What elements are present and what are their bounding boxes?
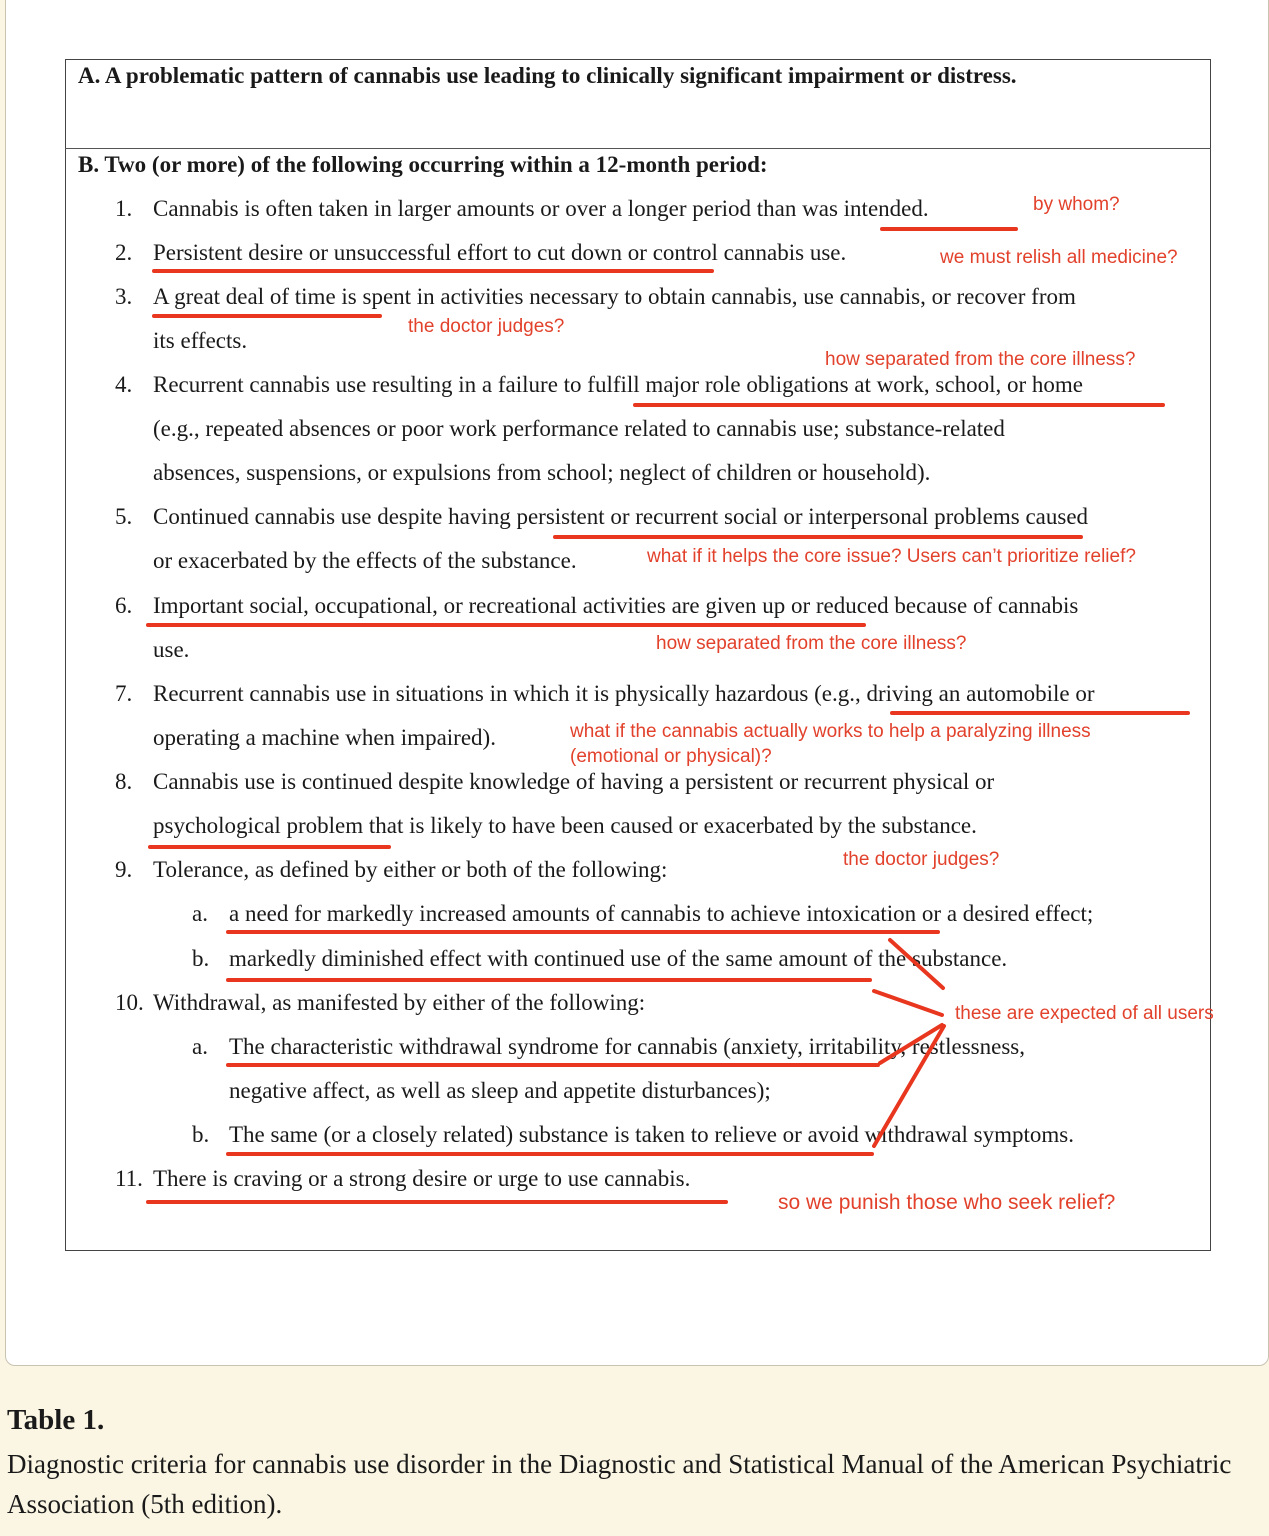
- criterion-item-6-cont: use.: [153, 637, 190, 662]
- criterion-item-6: Important social, occupational, or recreational activities are given up or reduced because of cannabis: [153, 593, 1079, 618]
- criterion-item-9b: markedly diminished effect with continued use of the same amount of the substance.: [229, 946, 1008, 971]
- criterion-item-8-cont: psychological problem that is likely to have been caused or exacerbated by the substance.: [153, 813, 977, 838]
- item-number: 8.: [115, 769, 133, 794]
- table-caption-text: Diagnostic criteria for cannabis use disorder in the Diagnostic and Statistical Manual of the American Psychiatric Association (5th edition).: [7, 1449, 1232, 1519]
- item-letter: b.: [192, 1122, 210, 1147]
- criterion-item-11: There is craving or a strong desire or urge to use cannabis.: [153, 1166, 691, 1191]
- criterion-item-4-cont: (e.g., repeated absences or poor work performance related to cannabis use; substance-related: [153, 416, 1005, 441]
- annotation-note: so we punish those who seek relief?: [778, 1191, 1116, 1214]
- annotation-note: we must relish all medicine?: [940, 247, 1178, 268]
- annotation-note: what if it helps the core issue? Users can’t prioritize relief?: [647, 546, 1136, 567]
- criterion-item-9: Tolerance, as defined by either or both of the following:: [153, 857, 668, 882]
- annotation-note: how separated from the core illness?: [825, 349, 1136, 370]
- criterion-item-3-cont: its effects.: [153, 328, 248, 353]
- criterion-item-1: Cannabis is often taken in larger amounts or over a longer period than was intended.: [153, 196, 929, 221]
- criterion-item-3: A great deal of time is spent in activities necessary to obtain cannabis, use cannabis, or recover from: [153, 284, 1076, 309]
- annotation-note: these are expected of all users: [955, 1003, 1214, 1024]
- table-caption-label: Table 1.: [7, 1404, 105, 1436]
- criterion-item-8: Cannabis use is continued despite knowledge of having a persistent or recurrent physical or: [153, 769, 995, 794]
- criterion-item-9a: a need for markedly increased amounts of cannabis to achieve intoxication or a desired effect;: [229, 901, 1094, 926]
- criterion-item-4: Recurrent cannabis use resulting in a failure to fulfill major role obligations at work, school, or home: [153, 372, 1083, 397]
- criterion-item-10b: The same (or a closely related) substance is taken to relieve or avoid withdrawal symptoms.: [229, 1122, 1074, 1147]
- criterion-item-10: Withdrawal, as manifested by either of the following:: [153, 990, 646, 1015]
- item-number: 2.: [115, 240, 133, 265]
- annotation-note: what if the cannabis actually works to help a paralyzing illness: [570, 721, 1091, 742]
- item-letter: b.: [192, 946, 210, 971]
- annotation-note: the doctor judges?: [843, 849, 1000, 870]
- annotation-note: (emotional or physical)?: [570, 746, 772, 767]
- annotation-note: the doctor judges?: [408, 316, 565, 337]
- criterion-a: A. A problematic pattern of cannabis use leading to clinically significant impairment or distress.: [78, 63, 1017, 88]
- annotation-note: by whom?: [1033, 194, 1120, 215]
- item-letter: a.: [192, 1034, 208, 1059]
- item-number: 1.: [115, 196, 133, 221]
- item-number: 11.: [115, 1166, 143, 1191]
- item-number: 6.: [115, 593, 133, 618]
- item-number: 5.: [115, 504, 133, 529]
- criterion-item-5-cont: or exacerbated by the effects of the substance.: [153, 548, 577, 573]
- criterion-item-10a-cont: negative affect, as well as sleep and appetite disturbances);: [229, 1078, 771, 1103]
- item-number: 10.: [115, 990, 144, 1015]
- criterion-item-5: Continued cannabis use despite having persistent or recurrent social or interpersonal problems caused: [153, 504, 1089, 529]
- criterion-item-7-cont: operating a machine when impaired).: [153, 725, 496, 750]
- criterion-item-2: Persistent desire or unsuccessful effort to cut down or control cannabis use.: [153, 240, 847, 265]
- item-letter: a.: [192, 901, 208, 926]
- item-number: 9.: [115, 857, 133, 882]
- criterion-b: B. Two (or more) of the following occurring within a 12-month period:: [78, 152, 768, 177]
- item-number: 7.: [115, 681, 133, 706]
- annotation-note: how separated from the core illness?: [656, 633, 967, 654]
- item-number: 4.: [115, 372, 133, 397]
- item-number: 3.: [115, 284, 133, 309]
- criterion-item-4-cont: absences, suspensions, or expulsions from school; neglect of children or household).: [153, 460, 931, 485]
- criterion-item-10a: The characteristic withdrawal syndrome for cannabis (anxiety, irritability, restlessness,: [229, 1034, 1025, 1059]
- criterion-item-7: Recurrent cannabis use in situations in which it is physically hazardous (e.g., driving an automobile or: [153, 681, 1095, 706]
